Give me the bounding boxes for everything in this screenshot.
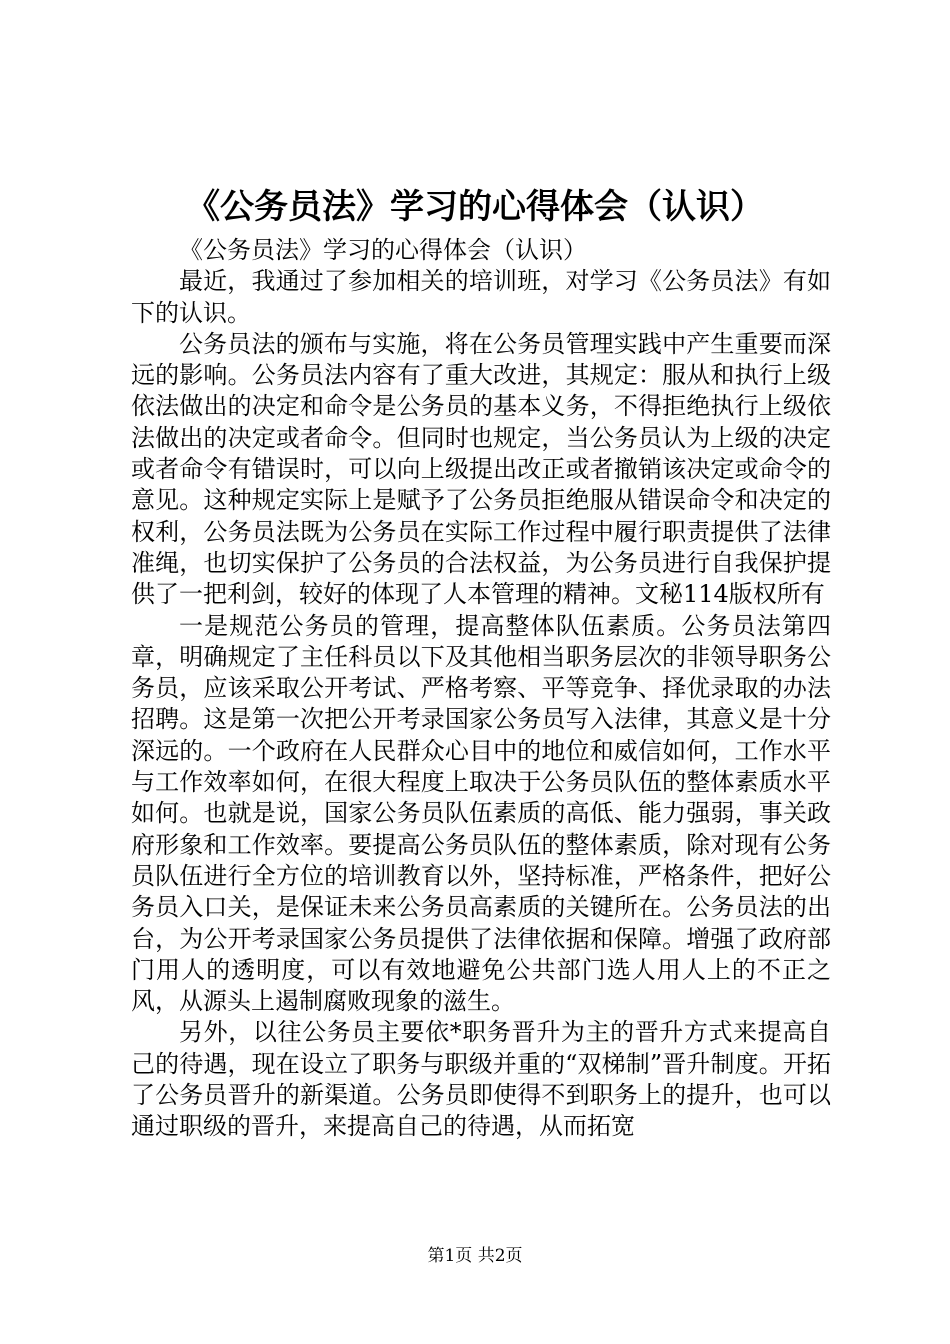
document-body: [131, 235, 831, 1143]
page-number-footer: 第1页 共2页: [427, 1246, 523, 1266]
paragraph-management: 一是规范公务员的管理，提高整体队伍素质。公务员法第四章，明确规定了主任科员以下及其他相当职务层次的非领导职务公务员，应该采取公开考试、严格考察、平等竞争、择优录取的办法招聘。这是第一次把公开考录国家公务员写入法律，其意义是十分深远的。一个政府在人民群众心目中的地位和威信如何，工作水平与工作效率如何，在很大程度上取决于公务员队伍的整体素质水平如何。也就是说，国家公务员队伍素质的高低、能力强弱，事关政府形象和工作效率。要提高公务员队伍的整体素质，除对现有公务员队伍进行全方位的培训教育以外，坚持标准，严格条件，把好公务员入口关，是保证未来公务员高素质的关键所在。公务员法的出台，为公开考录国家公务员提供了法律依据和保障。增强了政府部门用人的透明度，可以有效地避免公共部门选人用人上的不正之风，从源头上遏制腐败现象的滋生。: [131, 611, 831, 1016]
paragraph-law-impact: 公务员法的颁布与实施，将在公务员管理实践中产生重要而深远的影响。公务员法内容有了重大改进，其规定：服从和执行上级依法做出的决定和命令是公务员的基本义务，不得拒绝执行上级依法做出的决定或者命令。但同时也规定，当公务员认为上级的决定或者命令有错误时，可以向上级提出改正或者撤销该决定或命令的意见。这种规定实际上是赋予了公务员拒绝服从错误命令和决定的权利，公务员法既为公务员在实际工作过程中履行职责提供了法律准绳，也切实保护了公务员的合法权益，为公务员进行自我保护提供了一把利剑，较好的体现了人本管理的精神。文秘114版权所有: [131, 329, 831, 609]
paragraph-intro: 最近，我通过了参加相关的培训班，对学习《公务员法》有如下的认识。: [131, 267, 831, 327]
paragraph-promotion: 另外，以往公务员主要依*职务晋升为主的晋升方式来提高自己的待遇，现在设立了职务与职级并重的“双梯制”晋升制度。开拓了公务员晋升的新渠道。公务员即使得不到职务上的提升，也可以通过职级的晋升，来提高自己的待遇，从而拓宽: [131, 1018, 831, 1141]
document-title: 《公务员法》学习的心得体会（认识）: [186, 187, 764, 227]
paragraph-subtitle: 《公务员法》学习的心得体会（认识）: [179, 236, 587, 264]
